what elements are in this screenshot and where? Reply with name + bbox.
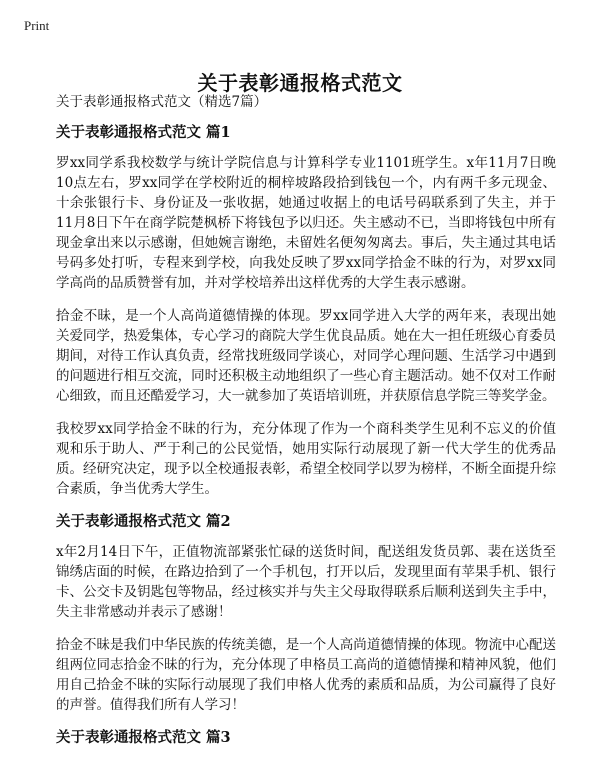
paragraph: 我校罗xx同学拾金不昧的行为，充分体现了作为一个商科类学生见利不忘义的价值观和乐于助人、严于利己的公民觉悟，她用实际行动展现了新一代大学生的优秀品质。经研究决定，现予以全校通报表彰，希望全校同学以罗为榜样，不断全面提升综合素质，争当优秀大学生。 xyxy=(56,421,556,497)
paragraph: 拾金不昧是我们中华民族的传统美德，是一个人高尚道德情操的体现。物流中心配送组两位同志拾金不昧的行为，充分体现了申格员工高尚的道德情操和精神风貌，他们用自己拾金不昧的实际行动展现了我们申格人优秀的素质和品质，为公司赢得了良好的声誉。值得我们所有人学习！ xyxy=(56,637,556,713)
section-heading: 关于表彰通报格式范文 篇1 xyxy=(56,124,231,141)
section-heading: 关于表彰通报格式范文 篇2 xyxy=(56,513,231,530)
section-2 xyxy=(56,512,556,715)
paragraph: x年2月14日下午，正值物流部紧张忙碌的送货时间，配送组发货员郭、裴在送货至锦绣店面的时候，在路边拾到了一个手机包，打开以后，发现里面有苹果手机、银行卡、公交卡及钥匙包等物品，经过核实并与失主父母取得联系后顺利送到失主手中，失主非常感动并表示了感谢！ xyxy=(56,544,556,620)
paragraph: 拾金不昧，是一个人高尚道德情操的体现。罗xx同学进入大学的两年来，表现出她关爱同学，热爱集体，专心学习的商院大学生优良品质。她在大一担任班级心育委员期间，对待工作认真负责，经常找班级同学谈心，对同学心理问题、生活学习中遇到的问题进行相互交流，同时还积极主动地组织了一些心育主题活动。她不仅对工作耐心细致，而且还酷爱学习，大一就参加了英语培训班，并获原信息学院三等奖学金。 xyxy=(56,308,556,404)
document-subtitle: 关于表彰通报格式范文（精选7篇） xyxy=(56,94,268,110)
print-link[interactable]: Print xyxy=(24,18,50,33)
page-title: 关于表彰通报格式范文 xyxy=(197,71,403,96)
document-body xyxy=(56,92,556,758)
section-heading: 关于表彰通报格式范文 篇3 xyxy=(56,729,231,746)
section-3 xyxy=(56,728,556,748)
section-1 xyxy=(56,123,556,499)
paragraph: 罗xx同学系我校数学与统计学院信息与计算科学专业1101班学生。x年11月7日晚10点左右，罗xx同学在学校附近的桐梓坡路段拾到钱包一个，内有两千多元现金、十余张银行卡、身份证及一张收据，她通过收据上的电话号码联系到了失主，并于11月8日下午在商学院楚枫桥下将钱包予以归还。失主感动不已，当即将钱包中所有现金拿出来以示感谢，但她婉言谢绝，未留姓名便匆匆离去。事后，失主通过其电话号码多处打听，专程来到学校，向我处反映了罗xx同学拾金不昧的行为，对罗xx同学高尚的品质赞誉有加，并对学校培养出这样优秀的大学生表示感谢。 xyxy=(56,155,556,291)
